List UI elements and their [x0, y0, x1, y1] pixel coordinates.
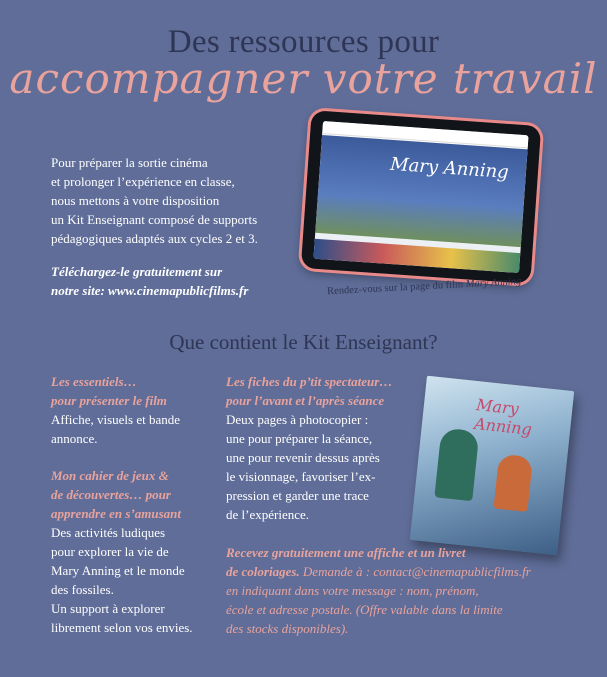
block-body: Un support à explorer: [51, 601, 165, 616]
block-body: pression et garder une trace: [226, 488, 369, 503]
offer-heading: Recevez gratuitement une affiche et un livret: [226, 545, 466, 560]
caption-film: Mary Anning: [465, 276, 522, 291]
intro-line: nous mettons à votre disposition: [51, 193, 220, 208]
essentials-block: [51, 372, 226, 448]
screen-film-title: Mary Anning: [389, 153, 510, 184]
booklet-cover-image: [410, 376, 574, 556]
block-body: une pour préparer la séance,: [226, 431, 373, 446]
caption-prefix: Rendez-vous sur la page du film: [326, 279, 467, 298]
block-heading: pour présenter le film: [51, 393, 167, 408]
booklet-title: Mary Anning: [473, 395, 533, 439]
block-body: Affiche, visuels et bande: [51, 412, 180, 427]
games-block: [51, 466, 226, 637]
offer-line: [226, 562, 566, 581]
intro-line: un Kit Enseignant composé de supports: [51, 212, 258, 227]
tablet-screen: [313, 121, 528, 273]
title-line-1: Des ressources pour: [167, 24, 440, 60]
block-body: Des activités ludiques: [51, 525, 166, 540]
intro-line: Pour préparer la sortie cinéma: [51, 155, 208, 170]
offer-line-text: école et adresse postale.: [226, 602, 356, 617]
title-line-2: accompagner votre travail: [9, 54, 598, 103]
block-heading: Les essentiels…: [51, 374, 137, 389]
offer-request: Demande à :: [299, 564, 374, 579]
download-line: Téléchargez-le gratuitement sur: [51, 264, 223, 279]
block-body: librement selon vos envies.: [51, 620, 193, 635]
left-column: [51, 372, 226, 655]
block-body: de l’expérience.: [226, 507, 310, 522]
block-body: des fossiles.: [51, 582, 114, 597]
block-heading: Les fiches du p’tit spectateur…: [226, 374, 393, 389]
booklet-character-girl: [434, 428, 479, 502]
offer-text: [226, 543, 566, 638]
offer-line: en indiquant dans votre message : nom, prénom,: [226, 583, 479, 598]
offer-note: (Offre valable dans la limite: [355, 602, 503, 617]
tablet-mockup: [301, 110, 541, 284]
screen-hero-image: [315, 135, 527, 247]
middle-column: [226, 372, 396, 542]
intro-text: [51, 153, 301, 248]
section-title: Que contient le Kit Enseignant?: [169, 330, 438, 354]
block-heading: apprendre en s’amusant: [51, 506, 182, 521]
worksheets-block: [226, 372, 396, 524]
block-body: pour explorer la vie de: [51, 544, 169, 559]
booklet-character-boy: [494, 454, 534, 512]
block-heading: pour l’avant et l’après séance: [226, 393, 385, 408]
block-heading: Mon cahier de jeux &: [51, 468, 169, 483]
block-body: annonce.: [51, 431, 98, 446]
download-note: [51, 262, 301, 300]
offer-heading: de coloriages.: [226, 564, 300, 579]
block-body: Deux pages à photocopier :: [226, 412, 369, 427]
intro-line: pédagogiques adaptés aux cycles 2 et 3.: [51, 231, 258, 246]
block-body: Mary Anning et le monde: [51, 563, 185, 578]
offer-email-link[interactable]: contact@cinemapublicfilms.fr: [373, 564, 531, 579]
block-body: une pour revenir dessus après: [226, 450, 380, 465]
block-heading: de découvertes… pour: [51, 487, 171, 502]
block-body: le visionnage, favoriser l’ex-: [226, 469, 376, 484]
download-link[interactable]: notre site: www.cinemapublicfilms.fr: [51, 283, 249, 298]
offer-note: des stocks disponibles).: [226, 621, 349, 636]
intro-line: et prolonger l’expérience en classe,: [51, 174, 235, 189]
offer-line: [226, 600, 566, 619]
